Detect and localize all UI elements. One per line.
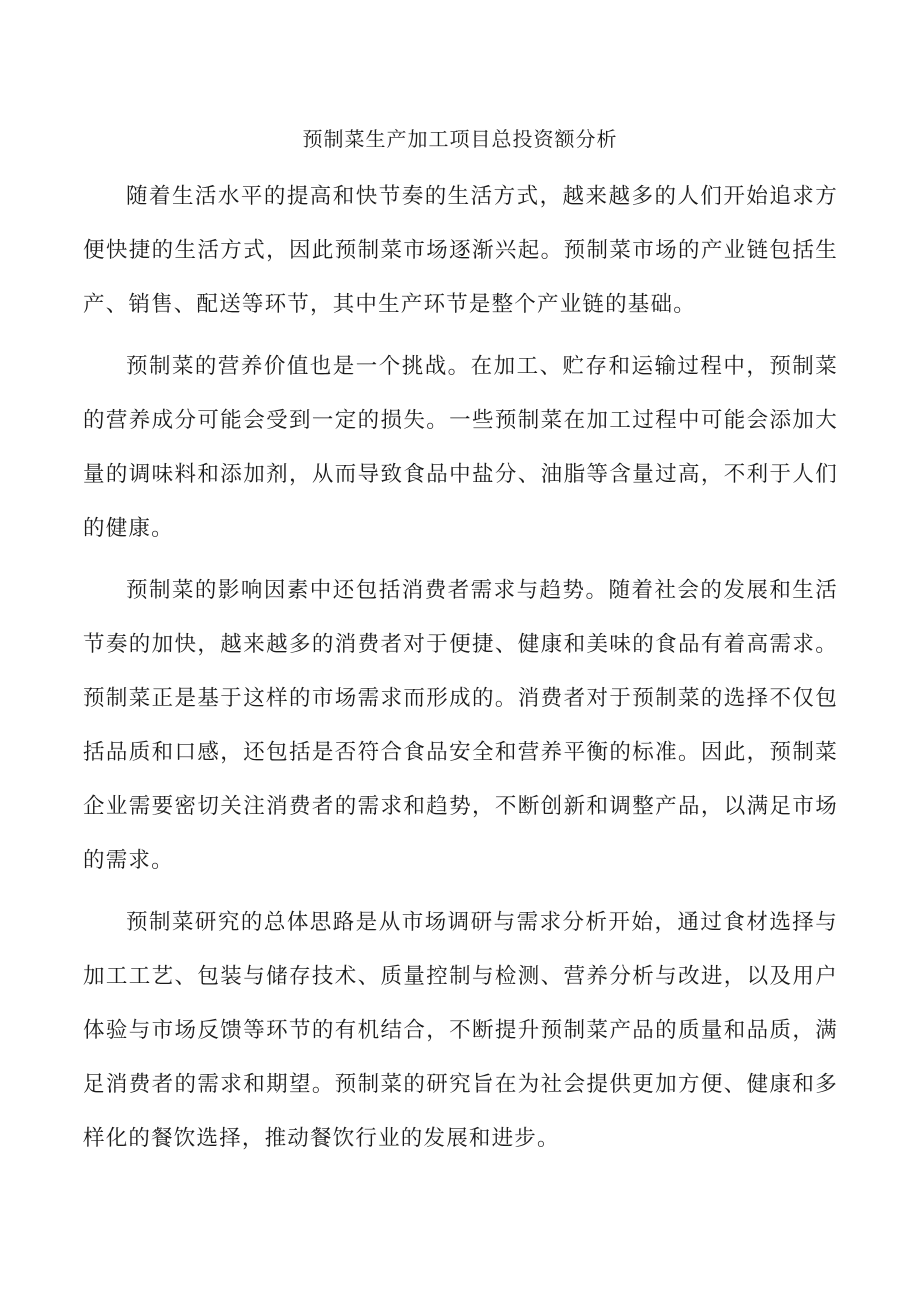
document-title: 预制菜生产加工项目总投资额分析 <box>302 127 618 151</box>
paragraph-nutrition-challenge: 预制菜的营养价值也是一个挑战。在加工、贮存和运输过程中，预制菜的营养成分可能会受到一定的损失。一些预制菜在加工过程中可能会添加大量的调味料和添加剂，从而导致食品中盐分、油脂等含量过高，不利于人们的健康。 <box>83 354 838 541</box>
paragraph-market-rise: 随着生活水平的提高和快节奏的生活方式，越来越多的人们开始追求方便快捷的生活方式，因此预制菜市场逐渐兴起。预制菜市场的产业链包括生产、销售、配送等环节，其中生产环节是整个产业链的基础。 <box>83 184 838 317</box>
paragraph-consumer-demand: 预制菜的影响因素中还包括消费者需求与趋势。随着社会的发展和生活节奏的加快，越来越多的消费者对于便捷、健康和美味的食品有着高需求。预制菜正是基于这样的市场需求而形成的。消费者对于预制菜的选择不仅包括品质和口感，还包括是否符合食品安全和营养平衡的标准。因此，预制菜企业需要密切关注消费者的需求和趋势，不断创新和调整产品，以满足市场的需求。 <box>83 578 838 873</box>
paragraph-research-approach: 预制菜研究的总体思路是从市场调研与需求分析开始，通过食材选择与加工工艺、包装与储存技术、质量控制与检测、营养分析与改进，以及用户体验与市场反馈等环节的有机结合，不断提升预制菜产品的质量和品质，满足消费者的需求和期望。预制菜的研究旨在为社会提供更加方便、健康和多样化的餐饮选择，推动餐饮行业的发展和进步。 <box>83 910 838 1151</box>
